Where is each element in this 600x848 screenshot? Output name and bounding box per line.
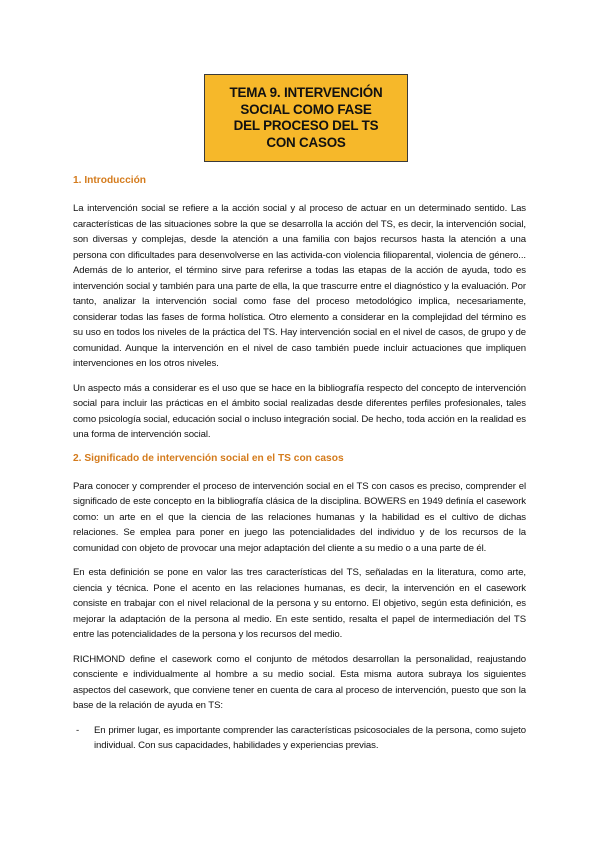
bullet-dash: - xyxy=(76,724,80,736)
list-item xyxy=(73,723,526,754)
section-heading-introduccion: 1. Introducción xyxy=(73,175,147,186)
title-line: DEL PROCESO DEL TS xyxy=(233,118,379,133)
section-heading-significado: 2. Significado de intervención social en el TS con casos xyxy=(73,452,344,464)
paragraph: La intervención social se refiere a la acción social y al proceso de actuar en un determinado sentido. Las características de las situaciones sobre la que se desarrolla la acción del TS, es decir, la intervención social, son diversas y complejas, desde la atención a una familia con bajos recursos hasta la atención a una persona con dificultades para desenvolverse en las activida-con violencia filioparental, violencia de género... Además de lo anterior, el término sirve para referirse a todas las etapas de la acción de ayuda, todo es intervención social y también para una parte de ella, la que trascurre entre el diagnóstico y la evaluación. Por tanto, analizar la intervención social como fase del proceso metodológico implica, necesariamente, considerar todas las fases de forma holística. Otro elemento a considerar en la complejidad del término es su uso en todos los niveles de la práctica del TS. Hay intervención social en el nivel de casos, de grupo y de comunidad. Aunque la intervención en el nivel de caso también puede incluir actuaciones que impliquen intervenciones en los otros niveles. xyxy=(73,203,526,369)
title-line: CON CASOS xyxy=(266,134,346,150)
paragraph: En esta definición se pone en valor las tres características del TS, señaladas en la literatura, como arte, ciencia y técnica. Pone el acento en las relaciones humanas, es decir, la intervención en el casework consiste en trabajar con el nivel relacional de la persona y su entorno. El objetivo, según esta definición, es mejorar la adaptación de la persona al medio. En este sentido, resalta el papel de intermediación del TS entre las potencialidades de la persona y los recursos del medio. xyxy=(73,567,526,640)
paragraph: Para conocer y comprender el proceso de intervención social en el TS con casos es preciso, comprender el significado de este concepto en la bibliografía clásica de la disciplina. BOWERS en 1949 definía el casework como: un arte en el que la ciencia de las relaciones humanas y la habilidad es el cultivo de dichas relaciones. Se emplea para poner en juego las potencialidades del individuo y de los recursos de la comunidad con objeto de provocar una mejor adaptación del cliente a su medio o a una parte de él. xyxy=(73,480,526,554)
paragraph: RICHMOND define el casework como el conjunto de métodos desarrollan la personalidad, reajustando consciente e individualmente al hombre a su medio social. Esta misma autora subraya los siguientes aspectos del casework, que conviene tener en cuenta de cara al proceso de intervención, puesto que son la base de la relación de ayuda en TS: xyxy=(73,653,526,711)
list-item-text: En primer lugar, es importante comprender las características psicosociales de la persona, como sujeto individual. Con sus capacidades, habilidades y experiencias previas. xyxy=(94,724,526,751)
page-title xyxy=(230,85,383,151)
paragraph: Un aspecto más a considerar es el uso que se hace en la bibliografía respecto del concepto de intervención social para incluir las prácticas en el ámbito social realizadas desde diferentes perfiles profesionales, tales como psicología social, educación social o incluso integración social. De hecho, toda acción en la realidad es una forma de intervención social. xyxy=(73,382,526,440)
document-body xyxy=(73,174,526,754)
title-line: SOCIAL COMO FASE xyxy=(240,101,372,117)
title-box xyxy=(204,74,408,162)
title-line: TEMA 9. INTERVENCIÓN xyxy=(229,85,383,100)
bullet-list xyxy=(73,723,526,754)
